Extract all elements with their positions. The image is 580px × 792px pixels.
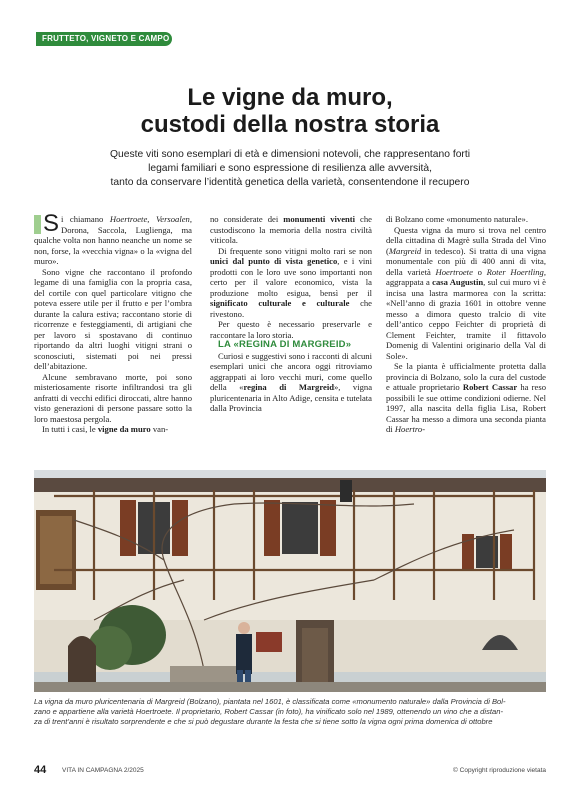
bold-text: monumenti viventi bbox=[283, 214, 356, 224]
text: , e i vini prodotti con le loro uve sono importanti non certo per il valore economico, vista la produzione molto esigua, bensì per il bbox=[210, 256, 372, 298]
subtitle-line-2: legami familiari e sono espressione di resilienza alle avversità, bbox=[148, 163, 432, 174]
text: Di frequente sono vitigni molto rari se non bbox=[218, 245, 372, 256]
bold-text: Robert Cassar bbox=[462, 382, 518, 392]
caption-line-2: zano e appartiene alla varietà Hoertroete. Il proprietario, Robert Cassar (in foto), ha vinificato solo nel 1989, ottenendo un vino che a distan- bbox=[34, 707, 503, 716]
text: Questa vigna da muro si trova nel centro della cittadina di Magrè sulla Strada del Vino ( bbox=[386, 224, 546, 256]
bold-text: significato culturale e culturale bbox=[210, 298, 350, 308]
text: i chiamano bbox=[61, 214, 110, 224]
italic-text: Hoertroete bbox=[109, 214, 148, 224]
caption-line-3: za di trent’anni è risultato sorprendente e che si può degustare durante la festa che si tiene sotto la vigna ogni prima domenica di ottobre bbox=[34, 717, 493, 726]
italic-text: Versoalen bbox=[155, 214, 190, 224]
paragraph bbox=[386, 361, 546, 435]
article-column-1 bbox=[34, 210, 193, 435]
text: », vigna pluricentenaria in Alto Adige, censita e tutelata dalla Provincia bbox=[210, 382, 373, 413]
text: che custodiscono la memoria della nostra civiltà viticola. bbox=[210, 214, 372, 245]
magazine-issue: VITA IN CAMPAGNA 2/2025 bbox=[62, 767, 144, 774]
text: che rivestono. bbox=[210, 298, 372, 319]
paragraph: di Bolzano come «monumento naturale». bbox=[386, 214, 528, 224]
subtitle-line-3: tanto da conservare l’identità genetica della varietà, consentendone il recupero bbox=[110, 177, 470, 188]
paragraph bbox=[210, 351, 372, 414]
paragraph bbox=[210, 214, 372, 246]
subtitle-line-1: Queste viti sono esemplari di età e dimensioni notevoli, che rappresentano forti bbox=[109, 149, 471, 160]
caption-line-1: La vigna da muro pluricentenaria di Margreid (Bolzano), piantata nel 1601, è classificata come «monumento naturale» dalla Provincia di Bol- bbox=[34, 697, 506, 706]
paragraph: Per questo è necessario preservarle e raccontare la loro storia. bbox=[210, 319, 372, 340]
article-column-2 bbox=[210, 214, 372, 414]
text: no considerate dei bbox=[210, 214, 284, 224]
paragraph bbox=[386, 225, 546, 362]
copyright-notice: © Copyright riproduzione vietata bbox=[453, 767, 546, 774]
paragraph: Sono vigne che raccontano il profondo legame di una famiglia con la propria casa, del cortile con quel particolare vitigno che poteva essere utile per il frutto e per l’ombra durante la calura estiva; raccontano storie di ricorrenze e festeggiamenti, di artigiani che per lavoro si spostavano di continuo riportando da altri luoghi vitigni strani o sconosciuti, sistemati poi nei pressi dell’abitazione. bbox=[34, 266, 192, 371]
photo-caption bbox=[34, 697, 548, 727]
house-vine-photo bbox=[34, 470, 546, 692]
drop-cap-box bbox=[34, 215, 41, 234]
text: , aggrappata a bbox=[386, 266, 546, 287]
text: in tedesco). Si tratta di una vigna monumentale con più di 400 anni di vita, della varietà bbox=[386, 245, 546, 277]
italic-text: Margreid bbox=[388, 245, 422, 256]
bold-text: casa Augustin bbox=[432, 277, 484, 287]
article-subtitle bbox=[60, 148, 520, 190]
drop-cap-block bbox=[34, 210, 60, 237]
section-tag: FRUTTETO, VIGNETO E CAMPO bbox=[36, 32, 172, 46]
paragraph bbox=[210, 246, 372, 320]
text: o bbox=[472, 266, 487, 277]
text: Se la pianta è ufficialmente protetta dalla provincia di Bolzano, solo la cura del custode e attuale proprietario bbox=[386, 361, 546, 392]
article-column-3 bbox=[386, 214, 546, 435]
page-number: 44 bbox=[34, 764, 47, 776]
article-title bbox=[0, 84, 580, 138]
text: Curiosi e suggestivi sono i racconti di alcuni esemplari unici che ancora oggi ritroviamo aggrappati ai loro vecchi muri, come quello della « bbox=[210, 350, 372, 392]
paragraph bbox=[34, 210, 193, 267]
bold-text: regina di Margreid bbox=[243, 382, 334, 392]
text: ha reso possibili le sue ottime condizioni odierne. Nel 1997, alla nascita della figlia Lisa, Robert Cassar ha messo a dimora una seconda pianta di bbox=[386, 382, 546, 434]
section-subheading: LA «REGINA DI MARGREID» bbox=[218, 339, 352, 350]
paragraph bbox=[34, 424, 192, 435]
text: van- bbox=[150, 424, 169, 434]
text: , bbox=[147, 214, 156, 224]
title-line-1: Le vigne da muro, bbox=[187, 84, 393, 111]
paragraph: Alcune sembravano morte, poi sono misteriosamente risorte infiltrandosi tra gli anfratti di vecchi edifici diroccati, altre hanno visto generazioni di persone passare sotto la loro maestosa pergola. bbox=[34, 371, 192, 424]
italic-text: Hoertro- bbox=[394, 424, 426, 434]
bold-text: unici dal punto di vista genetico bbox=[210, 256, 338, 266]
italic-text: Hoertroete bbox=[435, 266, 473, 277]
text: , Dorona, Saccola, Luglienga, ma qualche volta non hanno neanche un nome se non, forse, la «vecchia vigna» o la «vigna del muro». bbox=[34, 214, 193, 266]
text: In tutti i casi, le bbox=[42, 424, 98, 434]
drop-cap: S bbox=[43, 210, 60, 237]
italic-text: Roter Hoertling bbox=[486, 266, 544, 277]
title-line-2: custodi della nostra storia bbox=[140, 111, 440, 138]
bold-text: vigne da muro bbox=[97, 424, 151, 434]
text: , sul cui muro vi è incisa una lastra marmorea con la scritta: «Nell’anno di grazia 1601 in ottobre venne messo a dimora questo tralcio di vite dell’antico ceppo Feichter di proprietà di Clement Feichter, tramite il fittavolo Domenig di Valentini originario della Val di Sole». bbox=[386, 277, 546, 361]
